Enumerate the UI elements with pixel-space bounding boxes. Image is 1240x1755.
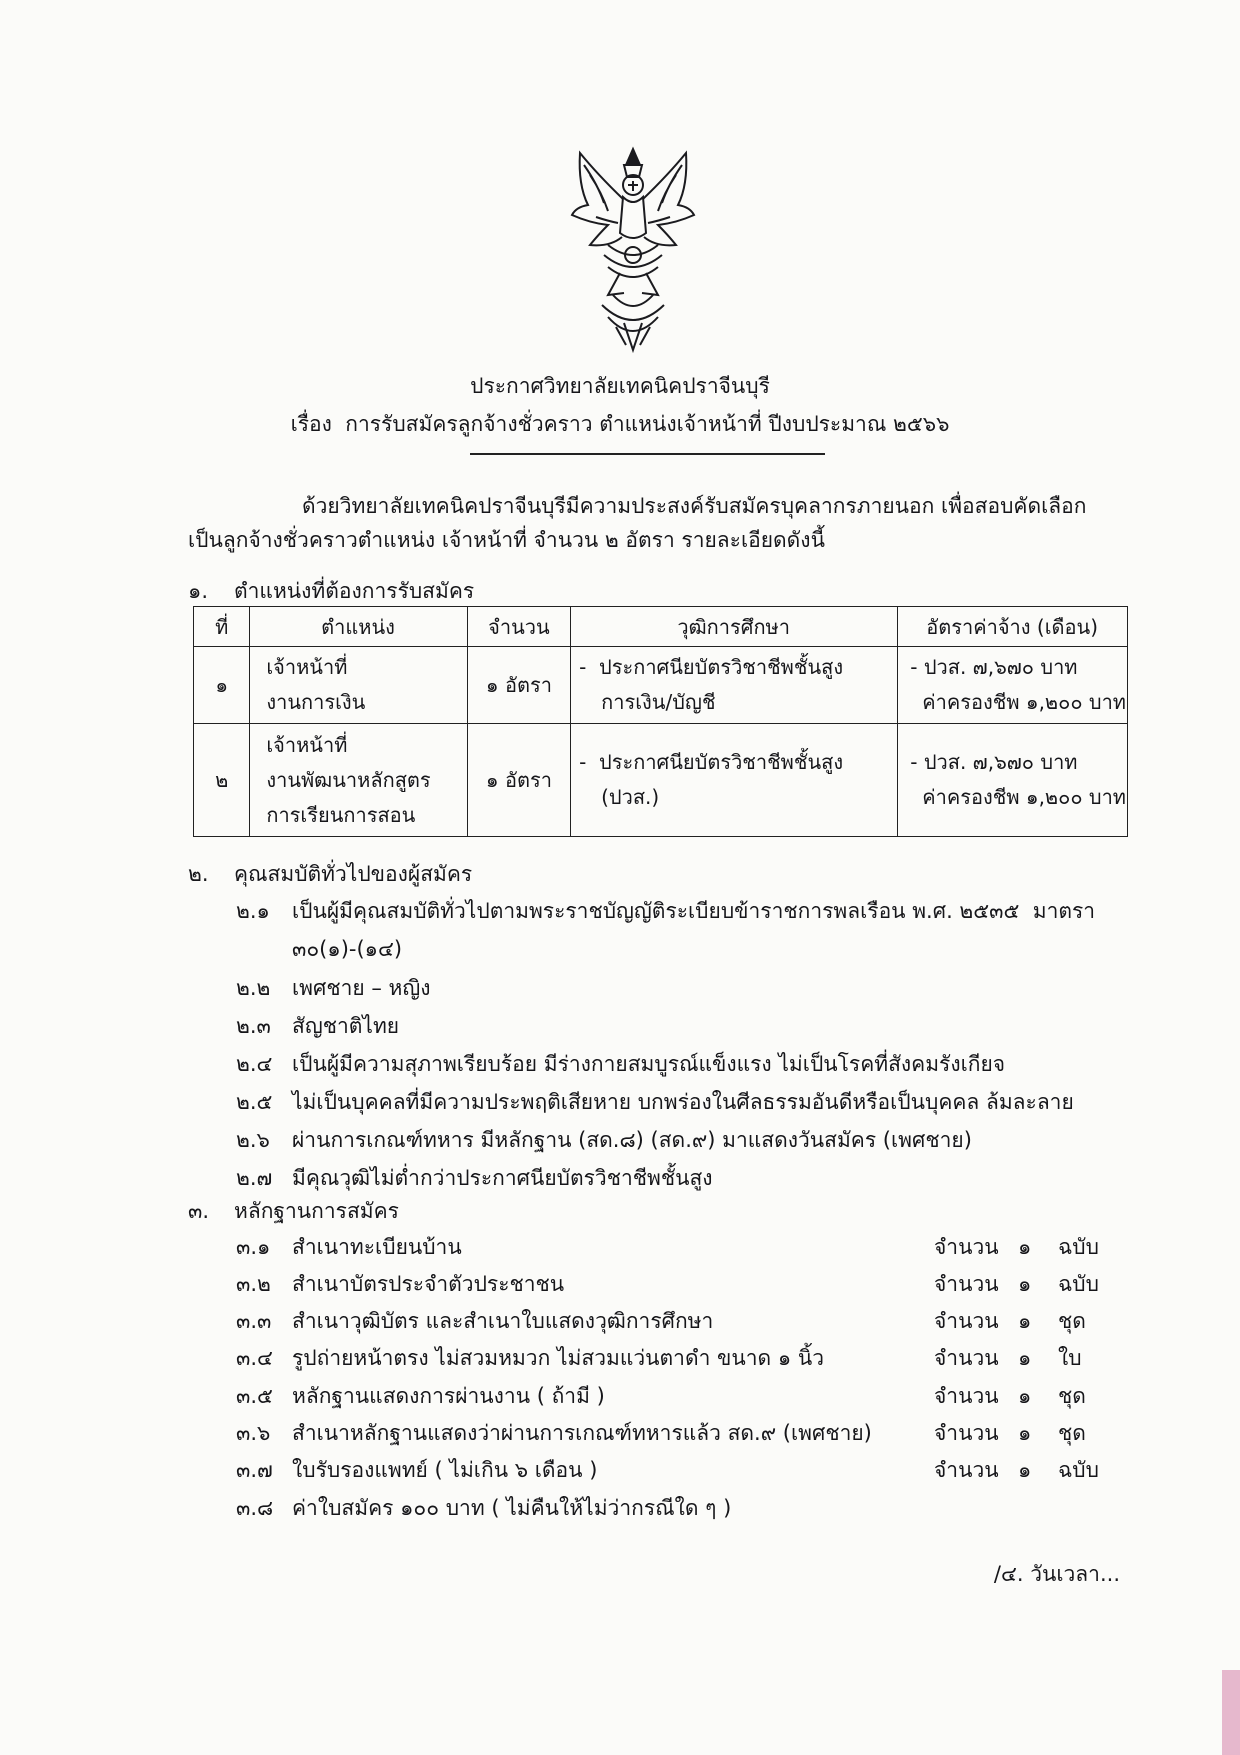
item-text: สำเนาบัตรประจำตัวประชาชน	[292, 1272, 565, 1296]
row-position	[250, 724, 467, 837]
qualification-line: (ปวส.)	[601, 785, 660, 809]
document-item	[236, 1231, 1106, 1261]
item-quantity: ๑	[1018, 1346, 1032, 1370]
positions-table	[193, 606, 1128, 837]
section-number: ๒.	[188, 862, 209, 886]
count-label: จำนวน	[934, 1346, 999, 1370]
item-unit: ใบ	[1058, 1346, 1082, 1370]
document-item	[236, 1342, 1106, 1372]
rate-line: ค่าครองชีพ ๑,๒๐๐ บาท	[922, 785, 1126, 809]
subject-label: เรื่อง	[290, 412, 332, 436]
row-no: ๒	[194, 724, 250, 837]
row-position	[250, 647, 467, 724]
item-number: ๓.๓	[236, 1309, 272, 1333]
item-text: มีคุณวุฒิไม่ต่ำกว่าประกาศนียบัตรวิชาชีพชั้นสูง	[292, 1166, 713, 1190]
row-qualification	[571, 647, 898, 724]
position-line: เจ้าหน้าที่	[266, 655, 348, 679]
item-number: ๓.๒	[236, 1272, 271, 1296]
section-number: ๓.	[188, 1199, 210, 1223]
item-number: ๓.๑	[236, 1235, 271, 1259]
item-text: เพศชาย – หญิง	[292, 976, 431, 1000]
qualification-item-continuation: ๓๐(๑)-(๑๔)	[292, 937, 403, 961]
rate-line: ค่าครองชีพ ๑,๒๐๐ บาท	[922, 690, 1126, 714]
qualification-item	[236, 1086, 1074, 1119]
item-number: ๒.๕	[236, 1090, 273, 1114]
count-label: จำนวน	[934, 1458, 999, 1482]
item-text: สำเนาหลักฐานแสดงว่าผ่านการเกณฑ์ทหารแล้ว สด.๙ (เพศชาย)	[292, 1421, 872, 1445]
header-rate: อัตราค่าจ้าง (เดือน)	[898, 607, 1128, 647]
document-item	[236, 1492, 1106, 1522]
item-text: เป็นผู้มีคุณสมบัติทั่วไปตามพระราชบัญญัติระเบียบข้าราชการพลเรือน พ.ศ. ๒๕๓๕ มาตรา	[292, 899, 1096, 923]
item-number: ๓.๗	[236, 1458, 273, 1482]
rate-line: - ปวส. ๗,๖๗๐ บาท	[910, 750, 1078, 774]
item-text: สัญชาติไทย	[292, 1014, 400, 1038]
section-3-heading	[188, 1195, 399, 1228]
header-no: ที่	[194, 607, 250, 647]
header-position: ตำแหน่ง	[250, 607, 467, 647]
section-2-heading	[188, 858, 472, 891]
row-no: ๑	[194, 647, 250, 724]
item-number: ๓.๕	[236, 1384, 273, 1408]
qualification-line: การเงิน/บัญชี	[601, 690, 716, 714]
qualification-item	[236, 972, 431, 1005]
position-line: งานพัฒนาหลักสูตร	[266, 767, 431, 792]
position-line: การเรียนการสอน	[266, 802, 416, 827]
subject-text: การรับสมัครลูกจ้างชั่วคราว ตำแหน่งเจ้าหน้าที่ ปีงบประมาณ ๒๕๖๖	[345, 412, 950, 436]
item-text: เป็นผู้มีความสุภาพเรียบร้อย มีร่างกายสมบูรณ์แข็งแรง ไม่เป็นโรคที่สังคมรังเกียจ	[292, 1052, 1006, 1076]
document-item	[236, 1454, 1106, 1484]
count-label: จำนวน	[934, 1272, 999, 1296]
item-text: ใบรับรองแพทย์ ( ไม่เกิน ๖ เดือน )	[292, 1458, 598, 1482]
item-text: ไม่เป็นบุคคลที่มีความประพฤติเสียหาย บกพร่องในศีลธรรมอันดีหรือเป็นบุคคล ล้มละลาย	[292, 1090, 1074, 1114]
item-unit: ฉบับ	[1058, 1272, 1099, 1296]
row-count: ๑ อัตรา	[467, 724, 570, 837]
qualification-item	[236, 1124, 972, 1157]
intro-line-1: ด้วยวิทยาลัยเทคนิคปราจีนบุรีมีความประสงค์รับสมัครบุคลากรภายนอก เพื่อสอบคัดเลือก	[302, 494, 1087, 518]
document-item	[236, 1417, 1106, 1447]
rate-line: - ปวส. ๗,๖๗๐ บาท	[910, 655, 1078, 679]
item-number: ๒.๒	[236, 976, 271, 1000]
announcement-title: ประกาศวิทยาลัยเทคนิคปราจีนบุรี	[470, 374, 770, 398]
page-edge-mark	[1222, 1670, 1240, 1755]
item-quantity: ๑	[1018, 1421, 1032, 1445]
item-number: ๒.๑	[236, 899, 270, 923]
item-text: สำเนาวุฒิบัตร และสำเนาใบแสดงวุฒิการศึกษา	[292, 1309, 714, 1333]
item-number: ๒.๔	[236, 1052, 273, 1076]
item-number: ๓.๘	[236, 1496, 274, 1520]
announcement-subject	[0, 408, 1240, 441]
section-1-heading	[188, 575, 474, 608]
qualification-item	[236, 895, 1095, 928]
item-quantity: ๑	[1018, 1384, 1032, 1408]
intro-line-2: เป็นลูกจ้างชั่วคราวตำแหน่ง เจ้าหน้าที่ จำนวน ๒ อัตรา รายละเอียดดังนี้	[188, 528, 825, 552]
item-text: รูปถ่ายหน้าตรง ไม่สวมหมวก ไม่สวมแว่นตาดำ ขนาด ๑ นิ้ว	[292, 1346, 825, 1370]
item-text: หลักฐานแสดงการผ่านงาน ( ถ้ามี )	[292, 1384, 605, 1408]
qualification-item	[236, 1010, 399, 1043]
count-label: จำนวน	[934, 1421, 999, 1445]
item-quantity: ๑	[1018, 1458, 1032, 1482]
item-unit: ฉบับ	[1058, 1458, 1099, 1482]
item-quantity: ๑	[1018, 1272, 1032, 1296]
item-number: ๒.๗	[236, 1166, 273, 1190]
position-line: งานการเงิน	[266, 690, 366, 714]
document-item	[236, 1268, 1106, 1298]
table-header-row	[194, 607, 1128, 647]
item-number: ๒.๖	[236, 1128, 270, 1152]
continuation-note: /๔. วันเวลา...	[993, 1562, 1120, 1586]
item-unit: ฉบับ	[1058, 1235, 1099, 1259]
garuda-emblem-icon	[568, 145, 698, 355]
document-item	[236, 1380, 1106, 1410]
row-count: ๑ อัตรา	[467, 647, 570, 724]
section-title: หลักฐานการสมัคร	[234, 1199, 399, 1223]
item-text: สำเนาทะเบียนบ้าน	[292, 1235, 462, 1259]
row-rate	[898, 724, 1128, 837]
section-number: ๑.	[188, 579, 209, 603]
header-qualification: วุฒิการศึกษา	[571, 607, 898, 647]
qualification-item	[236, 1162, 713, 1195]
qualification-line: - ประกาศนียบัตรวิชาชีพชั้นสูง	[579, 655, 844, 679]
title-divider	[470, 453, 825, 455]
item-number: ๓.๔	[236, 1346, 273, 1370]
item-number: ๒.๓	[236, 1014, 271, 1038]
section-title: คุณสมบัติทั่วไปของผู้สมัคร	[234, 862, 473, 886]
item-quantity: ๑	[1018, 1235, 1032, 1259]
row-qualification	[571, 724, 898, 837]
count-label: จำนวน	[934, 1384, 999, 1408]
table-row	[194, 724, 1128, 837]
section-title: ตำแหน่งที่ต้องการรับสมัคร	[234, 579, 475, 603]
item-text: ค่าใบสมัคร ๑๐๐ บาท ( ไม่คืนให้ไม่ว่ากรณีใด ๆ )	[292, 1496, 732, 1520]
item-unit: ชุด	[1058, 1384, 1086, 1408]
qualification-item	[236, 1048, 1005, 1081]
item-quantity: ๑	[1018, 1309, 1032, 1333]
row-rate	[898, 647, 1128, 724]
header-count: จำนวน	[467, 607, 570, 647]
item-unit: ชุด	[1058, 1309, 1086, 1333]
table-row	[194, 647, 1128, 724]
item-text: ผ่านการเกณฑ์ทหาร มีหลักฐาน (สด.๘) (สด.๙) มาแสดงวันสมัคร (เพศชาย)	[292, 1128, 972, 1152]
qualification-line: - ประกาศนียบัตรวิชาชีพชั้นสูง	[579, 750, 844, 774]
item-unit: ชุด	[1058, 1421, 1086, 1445]
count-label: จำนวน	[934, 1309, 999, 1333]
position-line: เจ้าหน้าที่	[266, 732, 348, 757]
document-item	[236, 1305, 1106, 1335]
item-number: ๓.๖	[236, 1421, 271, 1445]
count-label: จำนวน	[934, 1235, 999, 1259]
